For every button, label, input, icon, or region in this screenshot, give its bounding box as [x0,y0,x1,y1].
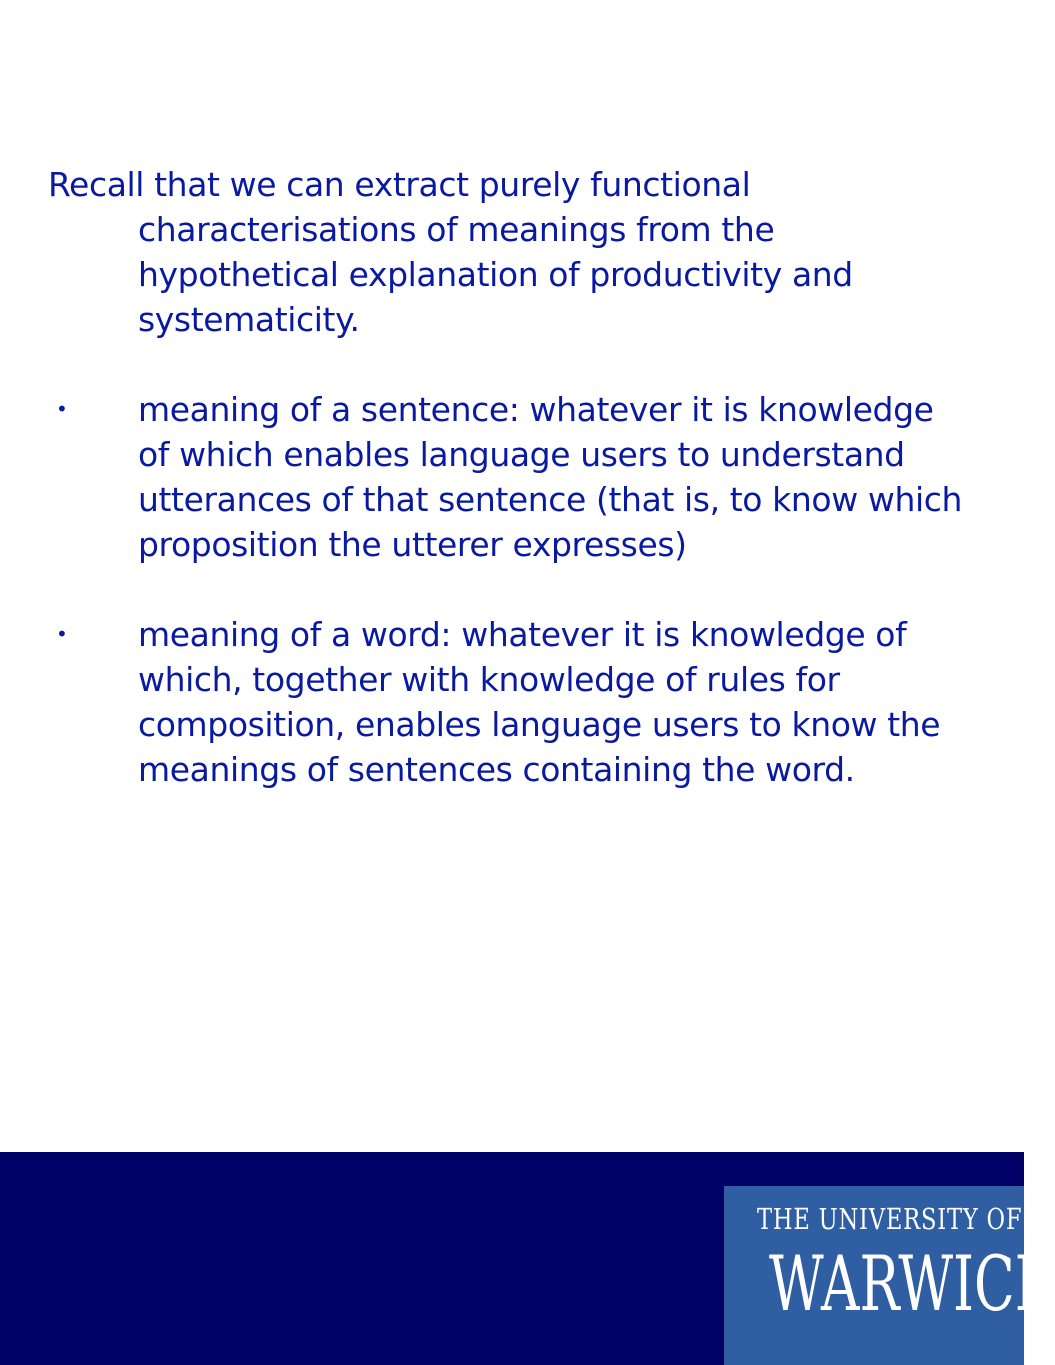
bullet-text: meaning of a word: whatever it is knowledge of which, together with knowledge of rules for composition, enables language users to know the meanings of sentences containing the word. [138,615,941,789]
university-logo [724,1186,1055,1365]
intro-paragraph: Recall that we can extract purely functional characterisations of meanings from the hypothetical explanation of productivity and systematicity. [48,165,853,339]
slide-body [48,162,968,837]
bullet-icon: • [56,622,68,646]
bullet-item-sentence-meaning [48,387,968,567]
logo-line-warwick: WARWICK [769,1239,1055,1328]
bullet-icon: • [56,397,68,421]
bullet-item-word-meaning [48,612,968,792]
bullet-text: meaning of a sentence: whatever it is knowledge of which enables language users to understand utterances of that sentence (that is, to know which proposition the utterer expresses) [138,390,963,564]
logo-line-university-of: THE UNIVERSITY OF [757,1202,1023,1236]
